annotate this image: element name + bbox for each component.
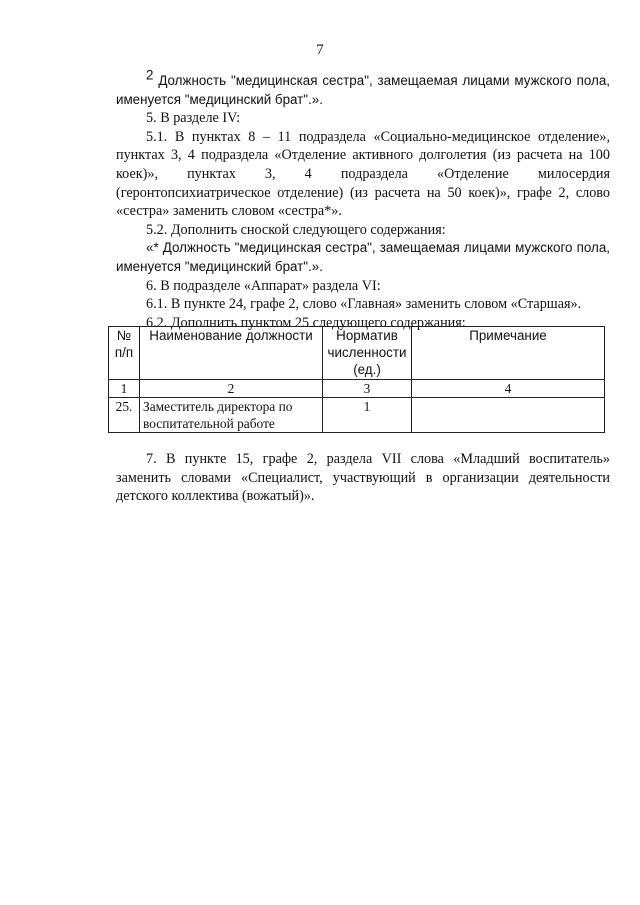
footnote-content: «* Должность "медицинская сестра", замещаемая лицами мужского пола, именуется "медицинский брат".». xyxy=(116,240,610,274)
row-note xyxy=(412,398,605,433)
page-number: 7 xyxy=(316,42,324,58)
section-heading-iv: 5. В разделе IV: xyxy=(146,110,241,127)
table-row xyxy=(109,398,605,433)
clause-6-1: 6.1. В пункте 24, графе 2, слово «Главная» заменить словом «Старшая». xyxy=(146,296,582,313)
header-number: № п/п xyxy=(109,327,140,380)
row-number: 25. xyxy=(109,398,140,433)
header-position: Наименование должности xyxy=(140,327,323,380)
clause-5-1: 5.1. В пунктах 8 – 11 подраздела «Социально-медицинское отделение», пунктах 3, 4 подраздела «Отделение активного долголетия (из расчета на 100 коек)», пунктах 3, 4 подраздела «Отделение милосердия (геронтопсихиатрическое отделение) (из расчета на 50 коек)», графе 2, слово «сестра» заменить словом «сестра*». xyxy=(116,128,610,220)
row-position: Заместитель директора по воспитательной работе xyxy=(140,398,323,433)
header-note: Примечание xyxy=(412,327,605,380)
document-body xyxy=(116,67,610,332)
col-number-2: 2 xyxy=(140,380,323,398)
section-heading-vi: 6. В подразделе «Аппарат» раздела VI: xyxy=(146,277,381,294)
clause-7: 7. В пункте 15, графе 2, раздела VII слова «Младший воспитатель» заменить словами «Специалист, участвующий в организации деятельности детского коллектива (вожатый)». xyxy=(116,451,610,505)
table-header-row xyxy=(109,327,605,380)
header-norm: Норматив численности (ед.) xyxy=(323,327,412,380)
footnote-text: Должность "медицинская сестра", замещаемая лицами мужского пола, именуется "медицинский брат".». xyxy=(116,73,610,107)
staff-table xyxy=(108,326,605,433)
document-body-after-table xyxy=(116,450,610,506)
table-numbering-row xyxy=(109,380,605,398)
clause-6-2: 6.2. Дополнить пунктом 25 следующего содержания: xyxy=(146,314,466,331)
row-norm: 1 xyxy=(323,398,412,433)
clause-5-2: 5.2. Дополнить сноской следующего содержания: xyxy=(146,221,446,238)
footnote-paragraph xyxy=(116,67,610,109)
col-number-4: 4 xyxy=(412,380,605,398)
footnote-mark: 2 xyxy=(146,67,154,83)
col-number-3: 3 xyxy=(323,380,412,398)
col-number-1: 1 xyxy=(109,380,140,398)
